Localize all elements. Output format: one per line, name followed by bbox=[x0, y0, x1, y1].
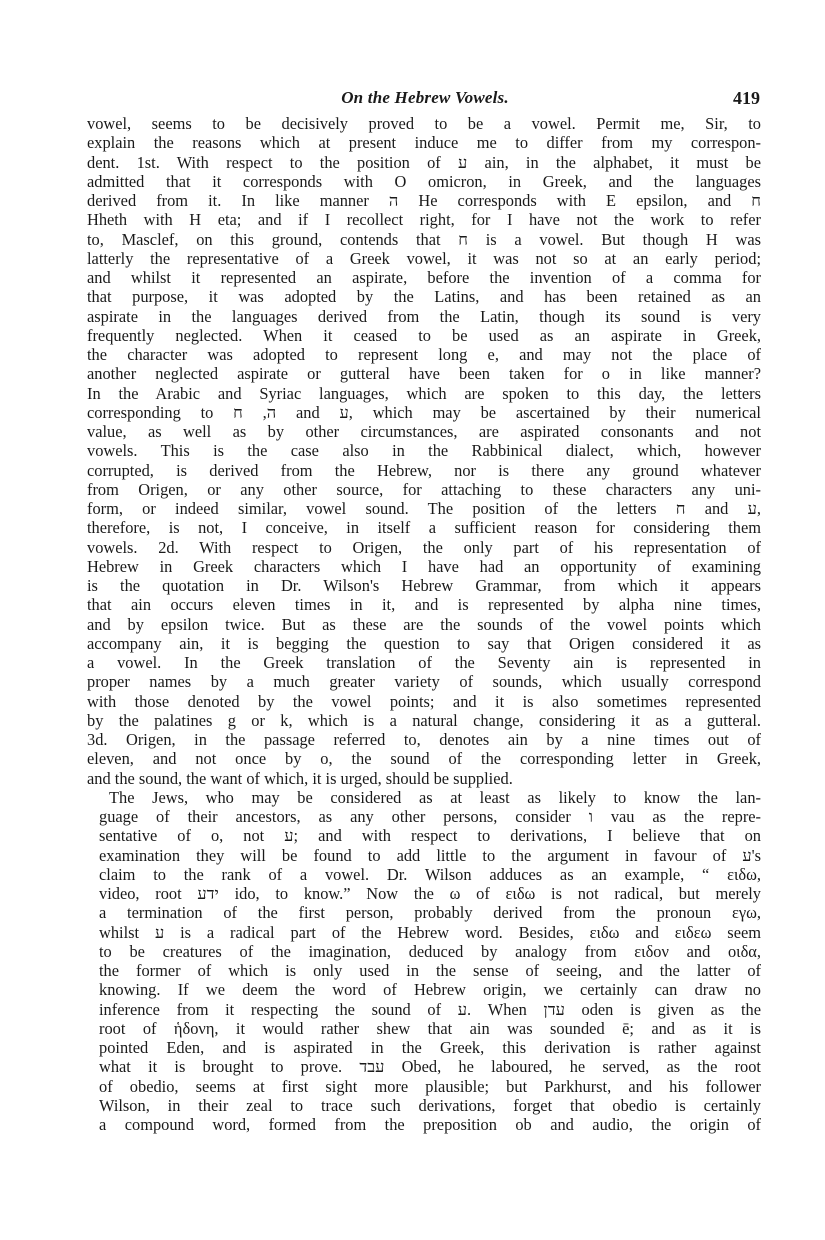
text-line: claim to the rank of a vowel. Dr. Wilson adduces as an example, “ ειδω, bbox=[99, 864, 761, 884]
text-line: a compound word, formed from the preposition ob and audio, the origin of bbox=[99, 1115, 761, 1134]
text-line: frequently neglected. When it ceased to be used as an aspirate in Greek, bbox=[87, 325, 761, 345]
text-line: inference from it respecting the sound of ע. When עדן oden is given as the bbox=[99, 999, 762, 1019]
text-line: pointed Eden, and is aspirated in the Greek, this derivation is rather against bbox=[99, 1038, 761, 1057]
body-text bbox=[87, 114, 761, 1134]
text-line: with those denoted by the vowel points; and it is also sometimes represented bbox=[87, 691, 761, 711]
text-line: and whilst it represented an aspirate, before the invention of a comma for bbox=[87, 268, 761, 287]
text-line: the character was adopted to represent long e, and may not the place of bbox=[87, 345, 761, 364]
text-line: that purpose, it was adopted by the Latins, and has been retained as an bbox=[87, 287, 761, 307]
text-line: In the Arabic and Syriac languages, which are spoken to this day, the letters bbox=[87, 383, 761, 403]
text-line: the former of which is only used in the sense of seeing, and the latter of bbox=[99, 961, 761, 980]
text-line: corresponding to ה, ח and ע, which may be ascertained by their numerical bbox=[87, 402, 761, 422]
text-line: admitted that it corresponds with O omicron, in Greek, and the languages bbox=[87, 171, 761, 191]
text-line: that ain occurs eleven times in it, and is represented by alpha nine times, bbox=[87, 595, 761, 615]
page-number: 419 bbox=[733, 88, 760, 108]
text-line: guage of their ancestors, as any other persons, consider ו vau as the repre- bbox=[99, 807, 762, 826]
text-line: corrupted, is derived from the Hebrew, nor is there any ground whatever bbox=[87, 460, 761, 480]
running-title: On the Hebrew Vowels. bbox=[341, 88, 509, 107]
running-head bbox=[90, 88, 760, 112]
text-line: by the palatines g or k, which is a natural change, considering it as a gutteral. bbox=[87, 710, 761, 730]
text-line: value, as well as by other circumstances, are aspirated consonants and not bbox=[87, 422, 761, 441]
text-line: a termination of the first person, probably derived from the pronoun εγω, bbox=[99, 903, 761, 923]
text-line: Hheth with H eta; and if I recollect right, for I have not the work to refer bbox=[87, 210, 761, 230]
text-line: is the quotation in Dr. Wilson's Hebrew Grammar, from which it appears bbox=[87, 576, 761, 595]
text-line: eleven, and not once by o, the sound of the corresponding letter in Greek, bbox=[87, 749, 761, 769]
text-line: what it is brought to prove. עבד Obed, he laboured, he served, as the root bbox=[99, 1057, 761, 1077]
text-line: latterly the representative of a Greek vowel, it was not so at an early period; bbox=[87, 248, 761, 268]
text-line: vowel, seems to be decisively proved to be a vowel. Permit me, Sir, to bbox=[87, 114, 761, 133]
text-line: and by epsilon twice. But as these are the sounds of the vowel points which bbox=[87, 614, 761, 634]
text-line: vowels. This is the case also in the Rabbinical dialect, which, however bbox=[87, 441, 761, 461]
text-line: from Origen, or any other source, for attaching to these characters any uni- bbox=[87, 479, 761, 499]
text-line: of obedio, seems at first sight more plausible; but Parkhurst, and his follower bbox=[99, 1076, 761, 1096]
text-line: sentative of o, not ע; and with respect to derivations, I believe that on bbox=[99, 826, 761, 846]
text-line: aspirate in the languages derived from the Latin, though its sound is very bbox=[87, 306, 761, 326]
text-line: explain the reasons which at present induce me to differ from my correspon- bbox=[87, 133, 761, 153]
text-line: form, or indeed similar, vowel sound. The position of the letters ח and ע, bbox=[87, 499, 761, 518]
text-line: whilst ע is a radical part of the Hebrew word. Besides, ειδω and ειδεω seem bbox=[99, 922, 761, 942]
text-line: root of ἡδονη, it would rather shew that ain was sounded ē; and as it is bbox=[99, 1018, 761, 1038]
text-line: to be creatures of the imagination, deduced by analogy from ειδον and οιδα, bbox=[99, 941, 761, 961]
text-line: knowing. If we deem the word of Hebrew origin, we certainly can draw no bbox=[99, 980, 761, 1000]
text-line: Hebrew in Greek characters which I have had an opportunity of examining bbox=[87, 556, 761, 576]
text-line: derived from it. In like manner ה He corresponds with E epsilon, and ח bbox=[87, 191, 761, 210]
text-line: proper names by a much greater variety of sounds, which usually correspond bbox=[87, 672, 761, 692]
text-line: dent. 1st. With respect to the position of ע ain, in the alphabet, it must be bbox=[87, 152, 761, 172]
text-line: a vowel. In the Greek translation of the Seventy ain is represented in bbox=[87, 653, 761, 672]
text-line: vowels. 2d. With respect to Origen, the only part of his representation of bbox=[87, 537, 761, 557]
text-line: examination they will be found to add little to the argument in favour of ע's bbox=[99, 845, 761, 865]
text-line: another neglected aspirate or gutteral have been taken for o in like manner? bbox=[87, 364, 761, 384]
text-line: Wilson, in their zeal to trace such derivations, forget that obedio is certainly bbox=[99, 1095, 761, 1115]
text-line: therefore, is not, I conceive, in itself a sufficient reason for considering them bbox=[87, 518, 761, 538]
paragraph-last-line: and the sound, the want of which, it is urged, should be supplied. bbox=[87, 768, 513, 788]
text-line: 3d. Origen, in the passage referred to, denotes ain by a nine times out of bbox=[87, 730, 761, 749]
text-line: to, Masclef, on this ground, contends that ח is a vowel. But though H was bbox=[87, 229, 761, 249]
paragraph-first-line: The Jews, who may be considered as at least as likely to know the lan- bbox=[109, 787, 761, 807]
text-line: accompany ain, it is begging the question to say that Origen considered it as bbox=[87, 633, 761, 653]
text-line: video, root ידע ido, to know.” Now the ω of ειδω is not radical, but merely bbox=[99, 884, 761, 903]
